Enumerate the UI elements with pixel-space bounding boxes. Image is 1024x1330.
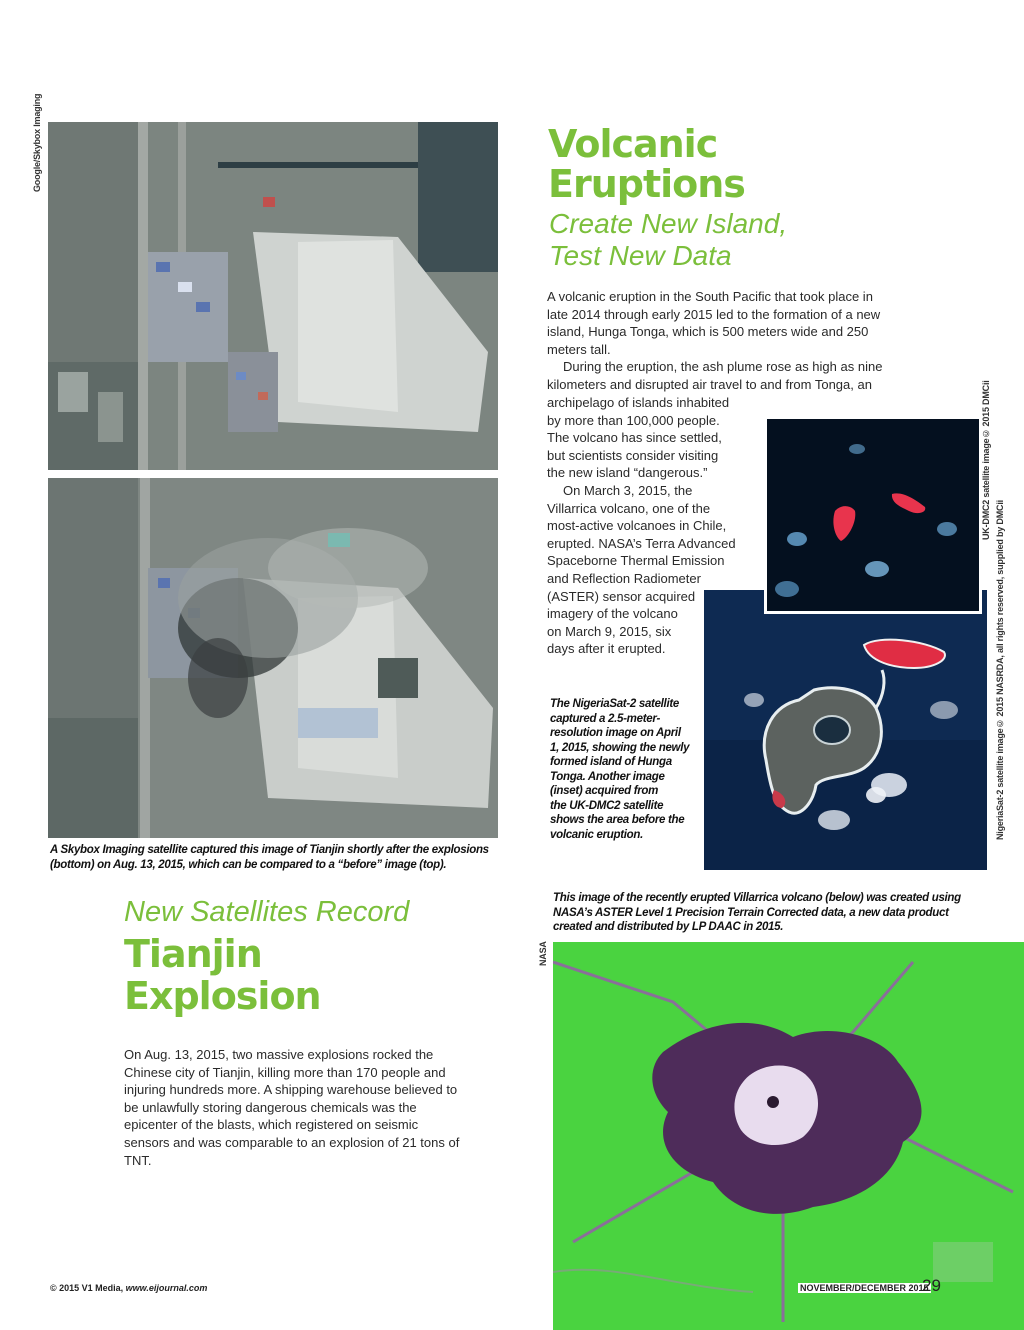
narrow-line: and Reflection Radiometer [547, 570, 701, 586]
narrow-line: the new island “dangerous.” [547, 465, 708, 481]
hunga-tonga-ukdmc2-inset [764, 416, 982, 614]
tianjin-title-line1: Tianjin [124, 932, 262, 976]
photo-credit-nigeriasat: NigeriaSat-2 satellite image© 2015 NASRDA, all rights reserved, supplied by DMCii [995, 500, 1005, 840]
caption-line: formed island of Hunga [550, 756, 672, 768]
tianjin-photo-caption: A Skybox Imaging satellite captured this image of Tianjin shortly after the explosions (bottom) on Aug. 13, 2015, which can be compared to a “before” image (top). [50, 844, 489, 871]
tianjin-title [124, 933, 321, 1017]
tianjin-body [124, 1046, 464, 1169]
volcanic-body-wide [547, 288, 897, 394]
website-link[interactable]: www.eijournal.com [125, 1283, 208, 1293]
hunga-tonga-caption [550, 697, 710, 842]
narrow-line: most-active volcanoes in Chile, [547, 518, 727, 534]
caption-line: The NigeriaSat-2 satellite [550, 698, 679, 710]
caption-line: resolution image on April [550, 727, 681, 739]
narrow-line: Spaceborne Thermal Emission [547, 553, 725, 569]
villarrica-caption: This image of the recently erupted Villarrica volcano (below) was created using NASA’s ASTER Level 1 Precision Terrain Corrected data, a new data product created and distributed by LP DAAC in 2015. [553, 892, 961, 933]
tianjin-before-image [48, 122, 498, 470]
caption-line: captured a 2.5-meter- [550, 712, 661, 725]
volcanic-title-line1: Volcanic [548, 122, 718, 166]
caption-line: 1, 2015, showing the newly [550, 741, 690, 754]
photo-credit-ukdmc2: UK-DMC2 satellite image© 2015 DMCii [981, 380, 991, 540]
volcanic-subtitle [549, 208, 787, 272]
narrow-line: days after it erupted. [547, 641, 666, 657]
caption-line: the UK-DMC2 satellite [550, 799, 664, 812]
caption-line: volcanic eruption. [550, 828, 644, 841]
page-number: 29 [922, 1276, 941, 1295]
volcanic-subtitle-line1: Create New Island, [549, 208, 788, 239]
caption-line: (inset) acquired from [550, 785, 659, 797]
volcanic-title [548, 124, 745, 204]
volcanic-paragraph-1: A volcanic eruption in the South Pacific that took place in late 2014 through early 2015 led to the formation of a new island, Hunga Tonga, which is 500 meters wide and 250 meters tall. [547, 289, 881, 357]
narrow-line: but scientists consider visiting [547, 447, 719, 463]
tianjin-subtitle: New Satellites Record [124, 896, 410, 928]
caption-line: shows the area before the [550, 814, 685, 826]
narrow-line: archipelago of islands inhabited [547, 395, 730, 410]
villarrica-volcano-image [553, 942, 1024, 1330]
tianjin-paragraph: On Aug. 13, 2015, two massive explosions rocked the Chinese city of Tianjin, killing more than 170 people and injuring hundreds more. A shipping warehouse believed to be unlawfully storing dangerous chemicals was the epicenter of the blasts, which registered on seismic sensors and was comparable to an explosion of 21 tons of TNT. [124, 1047, 460, 1168]
volcanic-title-line2: Eruptions [548, 162, 745, 206]
narrow-line: On March 3, 2015, the [563, 482, 693, 498]
narrow-line: erupted. NASA’s Terra Advanced [547, 535, 736, 551]
narrow-line: on March 9, 2015, six [547, 623, 672, 639]
photo-credit-tianjin: Google/Skybox Imaging [32, 93, 42, 192]
tianjin-after-image [48, 478, 498, 838]
narrow-line: Villarrica volcano, one of the [547, 500, 711, 516]
caption-line: Tonga. Another image [550, 770, 665, 783]
volcanic-paragraph-2: During the eruption, the ash plume rose as high as nine kilometers and disrupted air travel to and from Tonga, an [547, 359, 883, 392]
tianjin-title-line2: Explosion [124, 974, 321, 1018]
copyright-text: © 2015 V1 Media, [50, 1283, 126, 1293]
footer-issue: NOVEMBER/DECEMBER 2015 [800, 1283, 929, 1293]
narrow-line: (ASTER) sensor acquired [547, 588, 696, 604]
narrow-line: The volcano has since settled, [547, 430, 722, 446]
narrow-line: by more than 100,000 people. [547, 412, 720, 428]
hunga-tonga-nigeriasat-image [704, 590, 987, 870]
volcanic-subtitle-line2: Test New Data [549, 240, 732, 271]
photo-credit-nasa: NASA [538, 941, 548, 966]
narrow-line: imagery of the volcano [547, 606, 678, 622]
footer-copyright [50, 1283, 207, 1293]
